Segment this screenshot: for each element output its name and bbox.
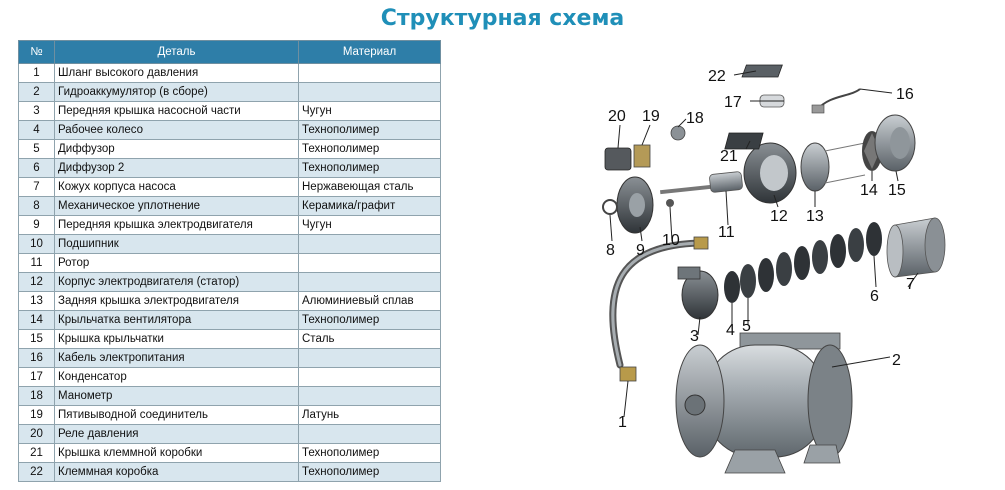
table-row	[19, 387, 441, 406]
cell-material	[299, 83, 441, 102]
header-number: №	[19, 41, 55, 64]
label-16: 16	[896, 86, 914, 103]
cell-part: Рабочее колесо	[55, 121, 299, 140]
cell-part: Механическое уплотнение	[55, 197, 299, 216]
pump-casing-shroud	[887, 218, 945, 277]
label-10: 10	[662, 232, 680, 249]
table-row	[19, 444, 441, 463]
cell-number: 16	[19, 349, 55, 368]
table-row	[19, 425, 441, 444]
label-22: 22	[708, 68, 726, 85]
table-row	[19, 235, 441, 254]
table-row	[19, 197, 441, 216]
cell-material	[299, 425, 441, 444]
pressure-tank	[676, 333, 852, 473]
cell-part: Кабель электропитания	[55, 349, 299, 368]
fan-cover	[875, 115, 915, 171]
table-row	[19, 216, 441, 235]
table-row	[19, 406, 441, 425]
exploded-pump-diagram	[560, 55, 990, 475]
manometer	[671, 126, 685, 140]
cell-part: Подшипник	[55, 235, 299, 254]
label-1: 1	[618, 414, 627, 431]
cell-number: 6	[19, 159, 55, 178]
label-11: 11	[718, 224, 735, 241]
cell-material	[299, 387, 441, 406]
table-row	[19, 330, 441, 349]
cell-material: Технополимер	[299, 311, 441, 330]
header-part: Деталь	[55, 41, 299, 64]
motor-front-cover	[617, 177, 653, 233]
bearing	[666, 199, 674, 207]
table-row	[19, 254, 441, 273]
cell-part: Диффузор 2	[55, 159, 299, 178]
cell-material	[299, 254, 441, 273]
terminal-box	[742, 65, 782, 77]
cell-part: Крышка клеммной коробки	[55, 444, 299, 463]
cell-material: Керамика/графит	[299, 197, 441, 216]
label-13: 13	[806, 208, 824, 225]
cell-number: 9	[19, 216, 55, 235]
label-4: 4	[726, 322, 735, 339]
cell-number: 8	[19, 197, 55, 216]
cell-number: 10	[19, 235, 55, 254]
table-row	[19, 140, 441, 159]
label-20: 20	[608, 108, 626, 125]
pump-front-cover	[678, 267, 718, 319]
cell-part: Конденсатор	[55, 368, 299, 387]
cell-material: Чугун	[299, 102, 441, 121]
pressure-switch	[605, 148, 631, 170]
rotor	[660, 171, 743, 194]
page-title: Структурная схема	[380, 6, 625, 31]
cell-number: 22	[19, 463, 55, 482]
motor-rear-cover	[801, 143, 829, 191]
cell-number: 7	[19, 178, 55, 197]
label-18: 18	[686, 110, 704, 127]
cell-number: 1	[19, 64, 55, 83]
cell-number: 2	[19, 83, 55, 102]
mechanical-seal	[603, 200, 617, 214]
cell-material	[299, 235, 441, 254]
cell-number: 17	[19, 368, 55, 387]
cell-material	[299, 368, 441, 387]
label-17: 17	[724, 94, 742, 111]
cell-material	[299, 349, 441, 368]
cell-number: 19	[19, 406, 55, 425]
cell-material: Алюминиевый сплав	[299, 292, 441, 311]
table-row	[19, 159, 441, 178]
table-row	[19, 273, 441, 292]
label-21: 21	[720, 148, 738, 165]
cell-material: Технополимер	[299, 140, 441, 159]
table-row	[19, 64, 441, 83]
label-3: 3	[690, 328, 699, 345]
cell-part: Крышка крыльчатки	[55, 330, 299, 349]
header-material: Материал	[299, 41, 441, 64]
table-row	[19, 463, 441, 482]
cell-number: 4	[19, 121, 55, 140]
cell-part: Кожух корпуса насоса	[55, 178, 299, 197]
cell-number: 11	[19, 254, 55, 273]
cell-material: Технополимер	[299, 463, 441, 482]
table-row	[19, 368, 441, 387]
label-2: 2	[892, 352, 901, 369]
cell-part: Передняя крышка электродвигателя	[55, 216, 299, 235]
cell-material: Технополимер	[299, 121, 441, 140]
cell-number: 5	[19, 140, 55, 159]
label-6: 6	[870, 288, 879, 305]
cell-part: Ротор	[55, 254, 299, 273]
cell-part: Шланг высокого давления	[55, 64, 299, 83]
cell-number: 3	[19, 102, 55, 121]
table-header-row	[19, 41, 441, 64]
cell-part: Задняя крышка электродвигателя	[55, 292, 299, 311]
table-row	[19, 349, 441, 368]
cell-part: Гидроаккумулятор (в сборе)	[55, 83, 299, 102]
cell-number: 15	[19, 330, 55, 349]
cell-part: Реле давления	[55, 425, 299, 444]
cell-material: Латунь	[299, 406, 441, 425]
cell-number: 18	[19, 387, 55, 406]
label-19: 19	[642, 108, 660, 125]
label-7: 7	[906, 276, 915, 293]
cell-material: Чугун	[299, 216, 441, 235]
cell-material: Технополимер	[299, 444, 441, 463]
label-15: 15	[888, 182, 906, 199]
cell-part: Манометр	[55, 387, 299, 406]
cell-part: Передняя крышка насосной части	[55, 102, 299, 121]
cell-material: Нержавеющая сталь	[299, 178, 441, 197]
cell-number: 14	[19, 311, 55, 330]
cell-number: 20	[19, 425, 55, 444]
five-way-connector	[634, 145, 650, 167]
table-row	[19, 102, 441, 121]
cell-material	[299, 273, 441, 292]
label-14: 14	[860, 182, 878, 199]
terminal-box-cover	[725, 133, 763, 149]
table-row	[19, 311, 441, 330]
label-12: 12	[770, 208, 788, 225]
motor-stator	[744, 143, 796, 203]
table-row	[19, 292, 441, 311]
cell-number: 13	[19, 292, 55, 311]
table-row	[19, 83, 441, 102]
cell-part: Корпус электродвигателя (статор)	[55, 273, 299, 292]
label-9: 9	[636, 242, 645, 259]
cell-material	[299, 64, 441, 83]
cell-part: Диффузор	[55, 140, 299, 159]
label-5: 5	[742, 318, 751, 335]
impeller-diffuser-stack	[724, 222, 882, 303]
cell-part: Крыльчатка вентилятора	[55, 311, 299, 330]
cell-part: Пятивыводной соединитель	[55, 406, 299, 425]
cell-material: Технополимер	[299, 159, 441, 178]
table-row	[19, 178, 441, 197]
cell-part: Клеммная коробка	[55, 463, 299, 482]
table-row	[19, 121, 441, 140]
cell-material: Сталь	[299, 330, 441, 349]
cell-number: 12	[19, 273, 55, 292]
label-8: 8	[606, 242, 615, 259]
cell-number: 21	[19, 444, 55, 463]
parts-table	[18, 40, 441, 482]
